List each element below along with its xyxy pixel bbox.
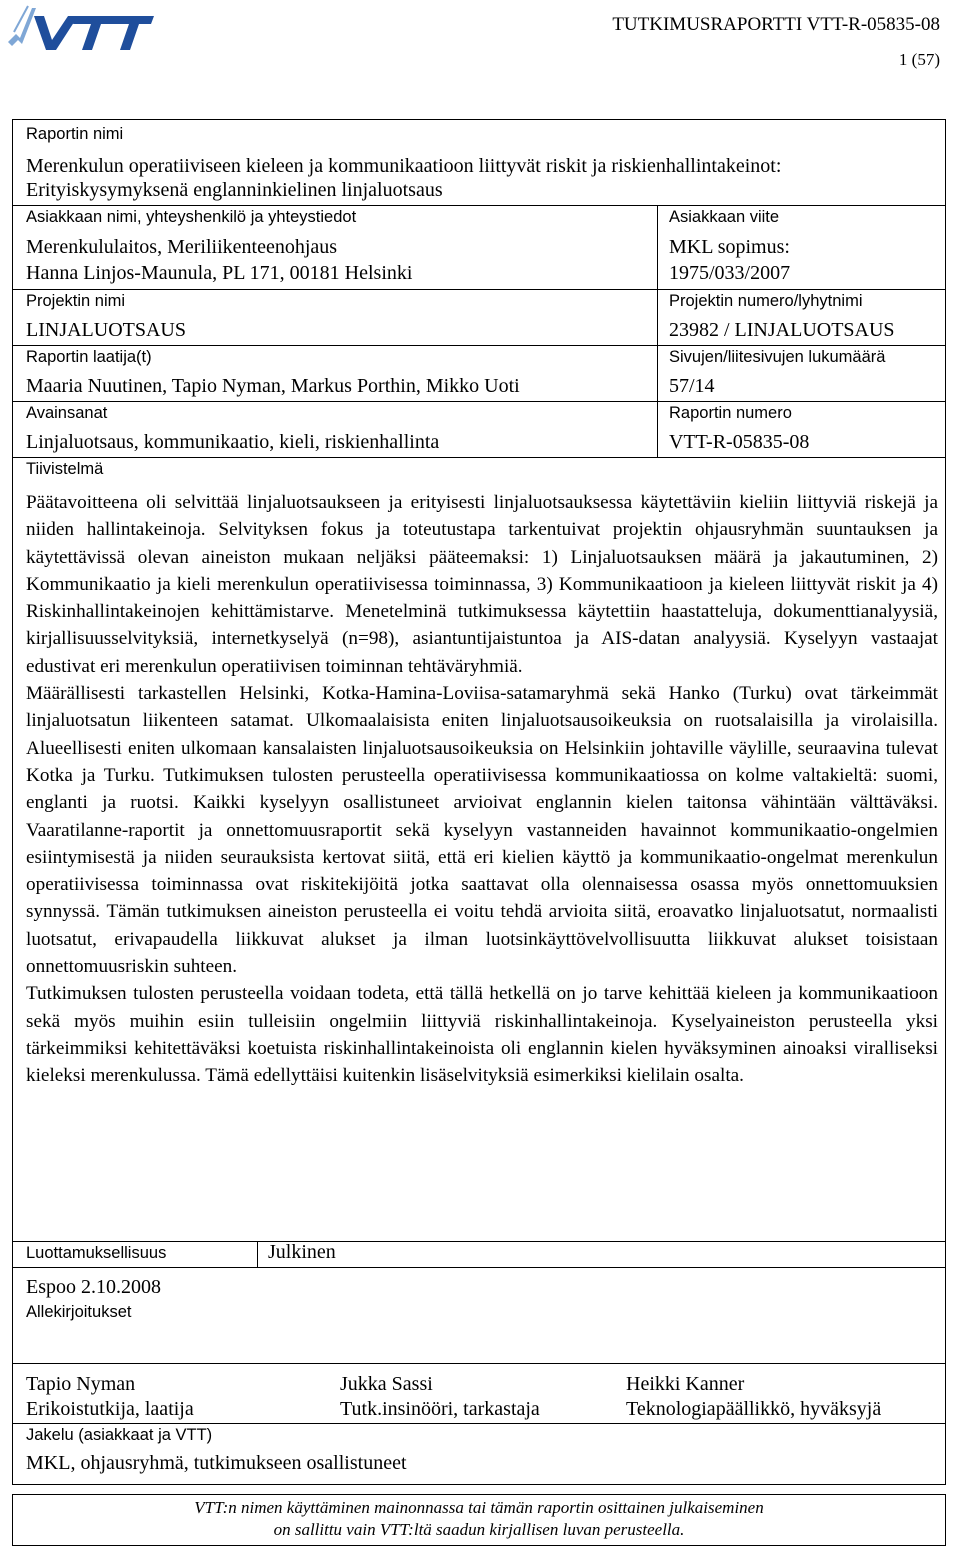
page-number: 1 (57) — [898, 50, 940, 69]
report-name-line1: Merenkulun operatiiviseen kieleen ja kommunikaatioon liittyvät riskit ja riskienhallintakeinot: — [26, 155, 782, 177]
authors-label: Raportin laatija(t) — [26, 348, 152, 366]
divider — [12, 457, 946, 458]
project-name-label: Projektin nimi — [26, 292, 126, 310]
report-id-header: TUTKIMUSRAPORTTI VTT-R-05835-08 — [612, 14, 940, 35]
client-ref-line1: MKL sopimus: — [669, 236, 790, 258]
project-name-value: LINJALUOTSAUS — [26, 319, 186, 341]
column-divider — [657, 205, 658, 457]
confidentiality-label: Luottamuksellisuus — [26, 1244, 167, 1262]
divider — [12, 401, 946, 402]
authors-value: Maaria Nuutinen, Tapio Nyman, Markus Porthin, Mikko Uoti — [26, 375, 520, 397]
abstract-label: Tiivistelmä — [26, 460, 104, 478]
client-line1: Merenkululaitos, Meriliikenteenohjaus — [26, 236, 338, 258]
distribution-label: Jakelu (asiakkaat ja VTT) — [26, 1426, 213, 1444]
client-label: Asiakkaan nimi, yhteyshenkilö ja yhteystiedot — [26, 208, 357, 226]
footer-line: VTT:n nimen käyttäminen mainonnassa tai tämän raportin osittainen julkaiseminen — [194, 1498, 764, 1517]
footer-notice — [12, 1494, 946, 1546]
client-line2: Hanna Linjos-Maunula, PL 171, 00181 Helsinki — [26, 262, 413, 284]
abstract-paragraph: Päätavoitteena oli selvittää linjaluotsaukseen ja erityisesti linjaluotsauksessa käytettäviin kieliin liittyviä riskejä ja niiden hallintakeinoja. Selvityksen fokus ja toteutustapa tarkentuivat projektin ohjausryhmän suuntauksen ja käytettävissä olevan aineiston mukaan neljäksi pääteemaksi: 1) Linjaluotsauksen määrä ja jakautuminen, 2) Kommunikaatio ja kieli merenkulun operatiivisessa toiminnassa, 3) Kommunikaatioon ja kieleen liittyvät riskit ja 4) Riskinhallintakeinojen kehittämistarve. Menetelminä tutkimuksessa käytettiin haastatteluja, dokumenttianalyysiä, kirjallisuusselvityksiä, internetkyselyä (n=98), asiantuntijaistuntoa ja AIS-datan analyysiä. Kyselyyn vastaajat edustivat eri merenkulun operatiivisen toiminnan tehtäväryhmiä. — [26, 492, 938, 677]
divider — [12, 1363, 946, 1364]
footer-line: on sallittu vain VTT:ltä saadun kirjallisen luvan perusteella. — [273, 1520, 685, 1539]
vtt-logo — [4, 2, 156, 58]
client-ref-line2: 1975/033/2007 — [669, 262, 791, 284]
pages-label: Sivujen/liitesivujen lukumäärä — [669, 348, 886, 366]
signer-role: Tutk.insinööri, tarkastaja — [340, 1398, 540, 1420]
divider — [12, 289, 946, 290]
divider — [12, 205, 946, 206]
signatures-label: Allekirjoitukset — [26, 1303, 132, 1321]
divider — [12, 345, 946, 346]
confidentiality-value: Julkinen — [268, 1241, 336, 1263]
distribution-value: MKL, ohjausryhmä, tutkimukseen osallistuneet — [26, 1452, 407, 1474]
report-number-value: VTT-R-05835-08 — [669, 431, 810, 453]
signer-name: Jukka Sassi — [340, 1373, 433, 1395]
report-name-line2: Erityiskysymyksenä englanninkielinen linjaluotsaus — [26, 179, 443, 201]
abstract-paragraph: Määrällisesti tarkastellen Helsinki, Kotka-Hamina-Loviisa-satamaryhmä sekä Hanko (Turku) ovat tärkeimmät linjaluotsatun liikenteen satamat. Ulkomaalaisista eniten linjaluotsausoikeuksia on ruotsalaisilla ja virolaisilla. Alueellisesti eniten ulkomaan kansalaisten linjaluotsausoikeuksia on Helsinkiin johtaville väylille, seuraavina tulevat Kotka ja Turku. Tutkimuksen tulosten perusteella operatiivisessa kommunikaatiossa on kolme valtakieltä: suomi, englanti ja ruotsi. Kaikki kyselyyn osallistuneet arvioivat englannin kielen taitonsa vähintään välttäväksi. Vaaratilanne-raportit ja onnettomuusraportit sekä kyselyyn vastanneiden havainnot kommunikaatio-ongelmien esiintymisestä ja niiden seurauksista kertovat siitä, että eri kielien käyttö ja kommunikaatio-ongelmat merenkulun operatiivisessa toiminnassa ovat riskitekijöitä jotka saattavat olla olennaisessa osassa myös onnettomuuksien synnyssä. Tämän tutkimuksen aineiston perusteella ei voitu tehdä arvioita siitä, eroavatko linjaluotsatut, normaalisti luotsatut, erivapaudella liikkuvat alukset ja ilman luotsinkäyttövelvollisuutta liikkuvat alukset toisistaan onnettomuusriskin suhteen. — [26, 683, 938, 978]
project-number-value: 23982 / LINJALUOTSAUS — [669, 319, 895, 341]
place-date: Espoo 2.10.2008 — [26, 1276, 161, 1298]
keywords-label: Avainsanat — [26, 404, 108, 422]
signer-role: Erikoistutkija, laatija — [26, 1398, 194, 1420]
report-number-label: Raportin numero — [669, 404, 792, 422]
report-name-label: Raportin nimi — [26, 125, 124, 143]
abstract-paragraph: Tutkimuksen tulosten perusteella voidaan todeta, että tällä hetkellä on jo tarve kehittää kieleen ja kommunikaatioon sekä myös muihin esiin tulleisiin ongelmiin liittyviä riskinhallintakeinoja. Kyselyaineiston perusteella yksi tärkeimmiksi kehitettäväksi koetuista riskinhallintakeinoista oli englannin kielen hyväksyminen ainoaksi viralliseksi kieleksi merenkulussa. Tämä edellyttäisi kuitenkin lisäselvityksiä esimerkiksi kielilain osalta. — [26, 983, 938, 1087]
abstract-body — [26, 489, 938, 1090]
signer-role: Teknologiapäällikkö, hyväksyjä — [626, 1398, 882, 1420]
signer-name: Tapio Nyman — [26, 1373, 136, 1395]
pages-value: 57/14 — [669, 375, 715, 397]
divider — [12, 1423, 946, 1424]
client-ref-label: Asiakkaan viite — [669, 208, 780, 226]
divider — [12, 1241, 946, 1242]
keywords-value: Linjaluotsaus, kommunikaatio, kieli, riskienhallinta — [26, 431, 440, 453]
signer-name: Heikki Kanner — [626, 1373, 745, 1395]
divider — [12, 1267, 946, 1268]
column-divider — [257, 1241, 258, 1267]
project-number-label: Projektin numero/lyhytnimi — [669, 292, 863, 310]
